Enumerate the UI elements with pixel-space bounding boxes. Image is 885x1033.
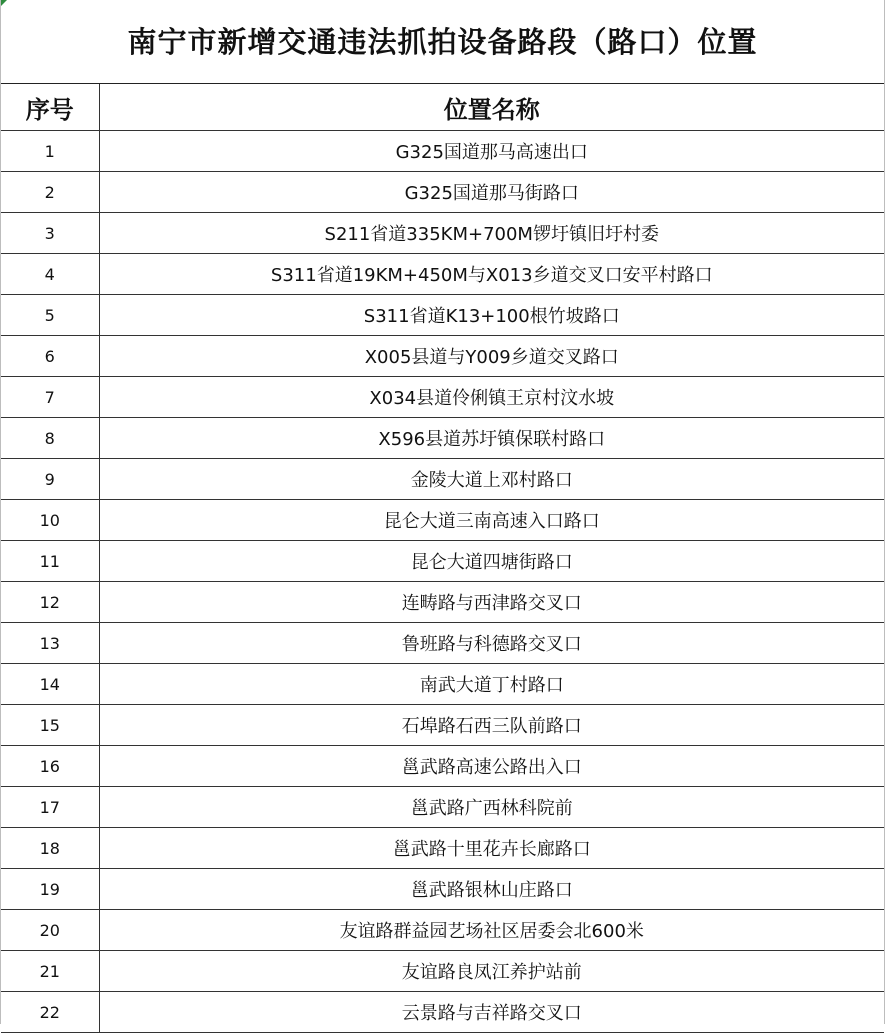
row-location: 鲁班路与科德路交叉口 [99,623,884,664]
row-location: G325国道那马高速出口 [99,131,884,172]
row-number: 5 [1,295,99,336]
row-location: X596县道苏圩镇保联村路口 [99,418,884,459]
row-location: S211省道335KM+700M锣圩镇旧圩村委 [99,213,884,254]
row-location: 邕武路广西林科院前 [99,787,884,828]
row-number: 1 [1,131,99,172]
table-row [1,459,884,500]
row-number: 11 [1,541,99,582]
table-row [1,131,884,172]
table-row [1,787,884,828]
row-location: S311省道19KM+450M与X013乡道交叉口安平村路口 [99,254,884,295]
table-row [1,295,884,336]
row-number: 22 [1,992,99,1033]
row-location: 昆仑大道四塘街路口 [99,541,884,582]
table-row [1,664,884,705]
row-number: 6 [1,336,99,377]
column-header-location: 位置名称 [99,84,884,131]
row-number: 10 [1,500,99,541]
row-location: 南武大道丁村路口 [99,664,884,705]
row-number: 13 [1,623,99,664]
header-row [1,84,884,131]
row-location: 友谊路群益园艺场社区居委会北600米 [99,910,884,951]
row-location: X034县道伶俐镇王京村汶水坡 [99,377,884,418]
page-title: 南宁市新增交通违法抓拍设备路段（路口）位置 [1,0,884,84]
table-row [1,910,884,951]
table-row [1,746,884,787]
row-location: 友谊路良凤江养护站前 [99,951,884,992]
row-number: 4 [1,254,99,295]
row-number: 8 [1,418,99,459]
row-location: 邕武路高速公路出入口 [99,746,884,787]
row-number: 20 [1,910,99,951]
table-row [1,418,884,459]
row-number: 19 [1,869,99,910]
row-number: 18 [1,828,99,869]
row-location: 金陵大道上邓村路口 [99,459,884,500]
row-number: 2 [1,172,99,213]
table-row [1,336,884,377]
row-location: S311省道K13+100根竹坡路口 [99,295,884,336]
row-location: 云景路与吉祥路交叉口 [99,992,884,1033]
row-number: 15 [1,705,99,746]
row-number: 14 [1,664,99,705]
row-number: 7 [1,377,99,418]
table-row [1,951,884,992]
table-row [1,500,884,541]
table-row [1,582,884,623]
row-location: 邕武路十里花卉长廊路口 [99,828,884,869]
table-row [1,172,884,213]
table-row [1,541,884,582]
table-row [1,705,884,746]
row-number: 3 [1,213,99,254]
table-row [1,213,884,254]
table-row [1,828,884,869]
table-row [1,623,884,664]
row-number: 21 [1,951,99,992]
location-table [1,84,884,1033]
row-location: 连畴路与西津路交叉口 [99,582,884,623]
cell-corner-marker [1,0,7,6]
row-location: G325国道那马街路口 [99,172,884,213]
row-number: 17 [1,787,99,828]
row-location: 邕武路银林山庄路口 [99,869,884,910]
table-header [1,84,884,131]
column-header-number: 序号 [1,84,99,131]
table-row [1,869,884,910]
row-location: X005县道与Y009乡道交叉路口 [99,336,884,377]
row-number: 9 [1,459,99,500]
table-row [1,992,884,1033]
row-location: 昆仑大道三南高速入口路口 [99,500,884,541]
row-number: 12 [1,582,99,623]
table-body [1,131,884,1033]
table-row [1,254,884,295]
row-number: 16 [1,746,99,787]
table-row [1,377,884,418]
row-location: 石埠路石西三队前路口 [99,705,884,746]
